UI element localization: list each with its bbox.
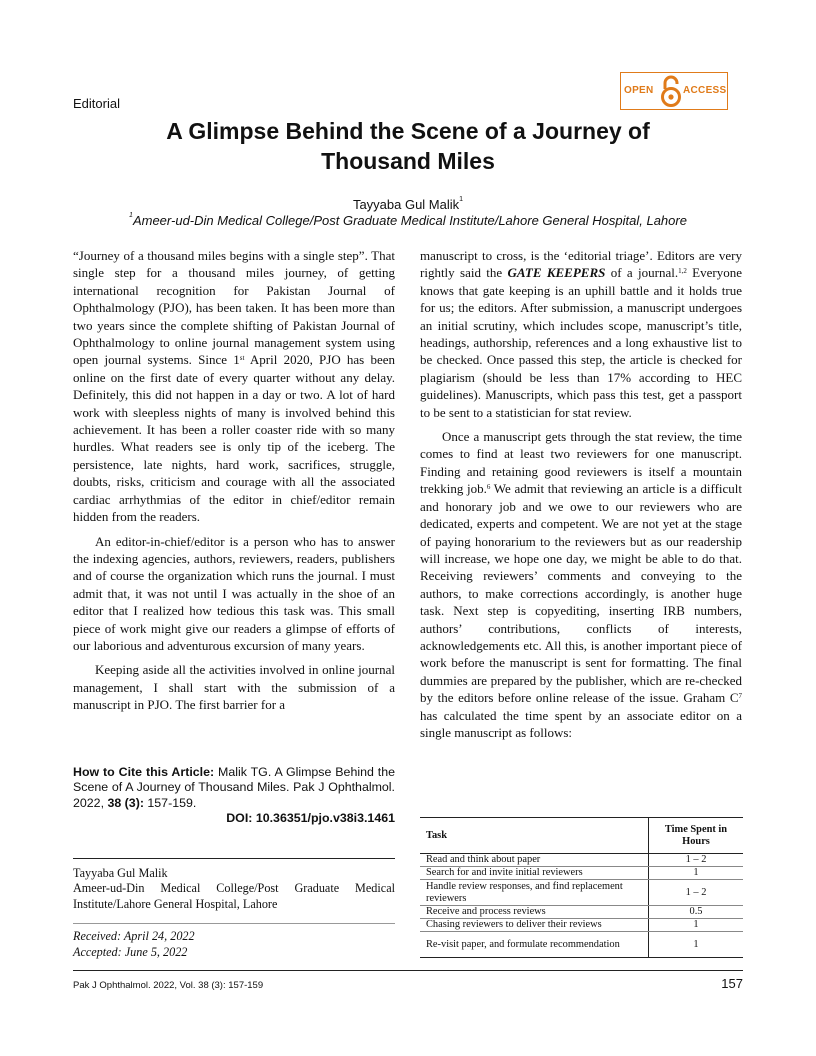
paragraph-text: manuscript to cross, is the ‘editorial triage’. Editors are very rightly said the [420, 248, 742, 281]
page-number: 157 [721, 976, 743, 991]
table-header-row [420, 818, 743, 854]
table-row [420, 880, 743, 906]
correspondence-address: Ameer-ud-Din Medical College/Post Graduate Medical Institute/Lahore General Hospital, Lahore [73, 881, 395, 911]
paragraph: An editor-in-chief/editor is a person who has to answer the indexing agencies, authors, reviewers, readers, publishers and of course the organization which runs the journal. I must admit that, it was not until I was actually in the shoe of an editor that I realized how tedious this task was. This small piece of work might give our readers a glimpse of efforts of our laborious and adventurous excursion of many years. [73, 533, 395, 653]
cite-pages: 157-159. [143, 795, 197, 810]
footer-divider [73, 970, 743, 971]
paragraph [420, 428, 742, 741]
open-access-badge [620, 72, 728, 110]
superscript: 1,2 [678, 267, 687, 276]
paragraph-text: “Journey of a thousand miles begins with a single step”. That single step for a thousand miles journey, of getting international recognition for Pakistan Journal of Ophthalmology (PJO), has been taken. It has been more than two years since the complete shifting of Pakistan Journal of Ophthalmology to online journal management system using open journal systems. Since 1 [73, 248, 395, 368]
author-superscript: 1 [459, 196, 464, 203]
hours-cell: 1 – 2 [649, 880, 744, 906]
affiliation-superscript: 1 [129, 212, 133, 219]
section-label: Editorial [73, 96, 120, 111]
emphasis-text: GATE KEEPERS [507, 265, 606, 281]
hours-cell: 1 [649, 919, 744, 932]
open-lock-icon [661, 75, 681, 108]
cite-text: Malik TG. A Glimpse Behind the Scene of A Journey of Thousand Miles. Pak J Ophthalmol. 2022, [73, 765, 396, 810]
doi-link[interactable]: DOI: 10.36351/pjo.v38i3.1461 [226, 810, 395, 825]
right-column [420, 247, 742, 741]
paragraph-text: Once a manuscript gets through the stat review, the time comes to find at least two reviewers for one manuscript. Finding and retaining good reviewers is itself a mountain trekking job. [420, 429, 742, 497]
hours-cell: 1 [649, 932, 744, 958]
title-line-1: A Glimpse Behind the Scene of a Journey of [166, 118, 650, 144]
accepted-date: Accepted: June 5, 2022 [73, 945, 188, 959]
table-row [420, 906, 743, 919]
open-label: OPEN [624, 85, 654, 96]
affiliation-line [73, 213, 743, 228]
divider [73, 923, 395, 924]
affiliation-text: Ameer-ud-Din Medical College/Post Graduate Medical Institute/Lahore General Hospital, Lahore [132, 213, 687, 228]
cite-volume: 38 (3): [107, 795, 144, 810]
time-spent-table [420, 817, 743, 958]
task-cell: Search for and invite initial reviewers [420, 867, 649, 880]
divider [73, 858, 395, 859]
title-line-2: Thousand Miles [321, 148, 495, 174]
task-cell: Chasing reviewers to deliver their reviews [420, 919, 649, 932]
task-cell: Handle review responses, and find replacement reviewers [420, 880, 649, 906]
paragraph-text: has calculated the time spent by an associate editor on a single manuscript as follows: [420, 707, 742, 740]
received-date: Received: April 24, 2022 [73, 929, 195, 943]
paragraph-text: We admit that reviewing an article is a difficult and honorary job and we owe to our reviewers who are dedicated, experts and competent. We are not yet at the stage of paying honorarium to the reviewers but as our readership will increase, we hope one day, we might be able to do that. Receiving reviewers’ comments and conveying to the authors, to make corrections accordingly, is another huge task. Next step is copyediting, inserting IRB numbers, authors’ contributions, conflicts of interests, acknowledgements etc. All this, is another important piece of work before the manuscript is sent for formatting. The final dummies are prepared by the publisher, which are re-checked by the editors before online release of the issue. Graham C [420, 481, 743, 706]
task-cell: Receive and process reviews [420, 906, 649, 919]
left-column [73, 247, 395, 714]
superscript: st [239, 354, 245, 363]
table-row [420, 919, 743, 932]
footer-journal: Pak J Ophthalmol. 2022, Vol. 38 (3): 157-159 [73, 980, 264, 991]
correspondence-name: Tayyaba Gul Malik [73, 866, 168, 880]
paragraph [73, 247, 395, 526]
paragraph-text: April 2020, PJO has been online on the first date of every quarter without any delay. Definitely, this did not happen in a day or two. A lot of hard work with sleepless nights of many is involved behind this achievement. It has been a roller coaster ride with so many hurdles. What readers see is only tip of the iceberg. The persistence, late nights, hard work, sacrifices, struggle, doubts, risks, criticism and courage with all the associated cardiac arrhythmias of the editor in chief/editor remain hidden from the readers. [73, 352, 395, 525]
cite-label: How to Cite this Article: [73, 765, 215, 779]
table-row [420, 854, 743, 867]
hours-cell: 1 [649, 867, 744, 880]
table-row [420, 932, 743, 958]
author-line [73, 197, 743, 212]
paragraph: Keeping aside all the activities involved in online journal management, I shall start with the submission of a manuscript in PJO. The first barrier for a [73, 662, 395, 713]
superscript: 6 [486, 483, 491, 492]
how-to-cite [73, 765, 395, 826]
hours-header: Time Spent in Hours [649, 818, 744, 854]
paragraph [420, 247, 742, 421]
hours-cell: 0.5 [649, 906, 744, 919]
superscript: 7 [738, 692, 742, 701]
task-cell: Read and think about paper [420, 854, 649, 867]
task-header: Task [420, 818, 649, 854]
hours-cell: 1 – 2 [649, 854, 744, 867]
dates-block [73, 928, 395, 960]
table-row [420, 867, 743, 880]
paragraph-text: of a journal. [605, 265, 679, 281]
paragraph-text: Everyone knows that gate keeping is an uphill battle and it holds true for us; the editors. After submission, a manuscript undergoes an initial scrutiny, which includes scope, manuscript’s title, headings, authorship, references and a long exhaustive list to be checked. Once passed this step, the article is checked for plagiarism (should be less than 17% according to HEC guidelines). Manuscripts, which pass this test, get a passport to be sent to a statistician for stat review. [420, 265, 742, 420]
task-cell: Re-visit paper, and formulate recommendation [420, 932, 649, 958]
article-title [73, 116, 743, 176]
correspondence-block [73, 866, 395, 912]
author-name: Tayyaba Gul Malik [352, 197, 460, 212]
access-label: ACCESS [683, 85, 727, 96]
